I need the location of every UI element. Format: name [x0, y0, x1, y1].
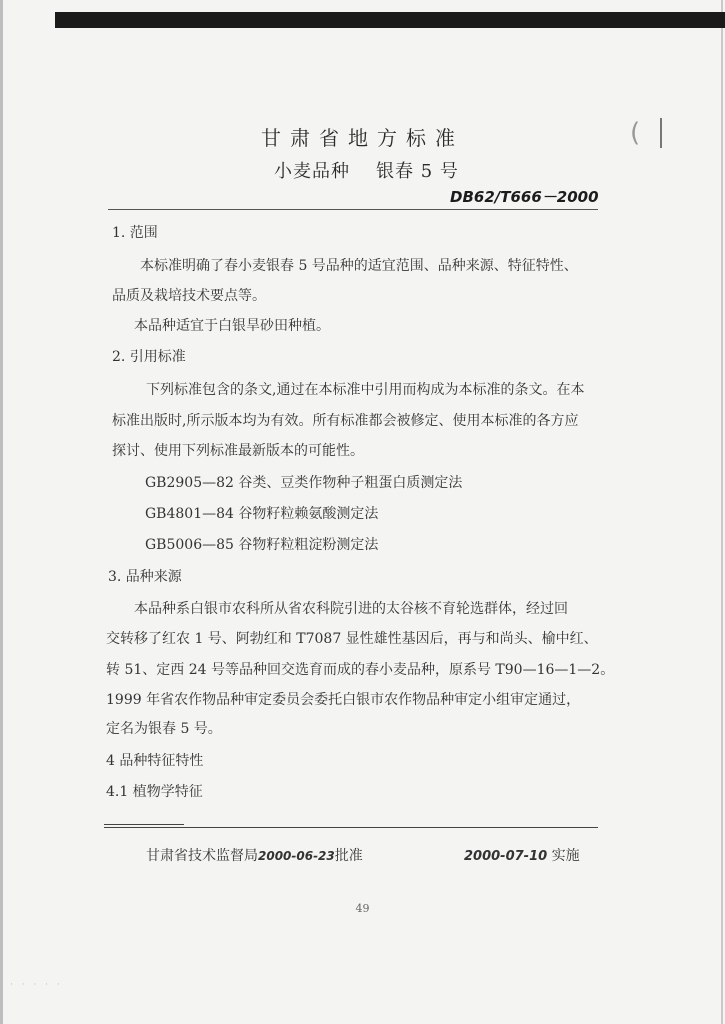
approval-word: 批准	[334, 848, 363, 864]
scan-left-edge	[0, 0, 3, 1024]
header-divider	[108, 209, 598, 210]
approval-note	[146, 845, 363, 865]
reference-item: GB4801—84 谷物籽粒赖氨酸测定法	[145, 506, 379, 522]
implementation-note	[464, 845, 580, 865]
doc-subtitle	[274, 157, 459, 183]
approval-org: 甘肃省技术监督局	[146, 848, 258, 864]
reference-item: GB2905—82 谷类、豆类作物种子粗蛋白质测定法	[145, 475, 463, 491]
implementation-date: 2000-07-10	[464, 849, 548, 864]
scan-noise: · · · · ·	[10, 980, 63, 990]
section-2-heading: 2. 引用标准	[112, 349, 186, 365]
subtitle-name: 银春 5 号	[376, 161, 459, 182]
standard-code: DB62/T666－2000	[450, 188, 599, 206]
section-2-para-line-2: 标准出版时,所示版本均为有效。所有标准都会被修定、使用本标准的各方应	[112, 413, 579, 429]
implementation-word: 实施	[551, 848, 580, 864]
doc-title: 甘肃省地方标准	[261, 126, 464, 150]
section-3-line-4: 1999 年省农作物品种审定委员会委托白银市农作物品种审定小组审定通过，	[106, 692, 581, 708]
scan-right-edge	[721, 0, 723, 1024]
section-1-para-1-line-2: 品质及栽培技术要点等。	[112, 288, 266, 304]
section-2-para-line-3: 探讨、使用下列标准最新版本的可能性。	[112, 443, 364, 459]
section-1-heading: 1. 范围	[112, 225, 158, 241]
section-1-para-2: 本品种适宜于白银旱砂田种植。	[134, 318, 330, 334]
footer-divider-short	[104, 824, 184, 825]
section-3-line-1: 本品种系白银市农科所从省农科院引进的太谷核不育轮选群体，经过回	[134, 601, 568, 617]
section-4-heading: 4 品种特征特性	[106, 753, 204, 769]
page-number: 49	[355, 902, 370, 915]
reference-item: GB5006—85 谷物籽粒粗淀粉测定法	[145, 537, 379, 553]
scan-artifact-mark: (	[630, 118, 641, 148]
section-3-line-2: 交转移了红农 1 号、阿勃红和 T7087 显性雄性基因后，再与和尚头、榆中红、	[106, 631, 598, 647]
approval-date: 2000-06-23	[258, 849, 335, 863]
subtitle-variety: 小麦品种	[274, 161, 350, 182]
footer-divider	[104, 827, 598, 828]
section-1-para-1-line-1: 本标准明确了春小麦银春 5 号品种的适宜范围、品种来源、特征特性、	[140, 258, 578, 274]
section-2-para-line-1: 下列标准包含的条文,通过在本标准中引用而构成为本标准的条文。在本	[146, 382, 585, 398]
section-4-1-heading: 4.1 植物学特征	[106, 784, 203, 800]
scan-top-bar	[55, 12, 725, 28]
section-3-line-3: 转 51、定西 24 号等品种回交选育而成的春小麦品种，原系号 T90—16—1—2。	[106, 662, 615, 678]
section-3-line-5: 定名为银春 5 号。	[106, 721, 222, 737]
section-3-heading: 3. 品种来源	[108, 569, 182, 585]
